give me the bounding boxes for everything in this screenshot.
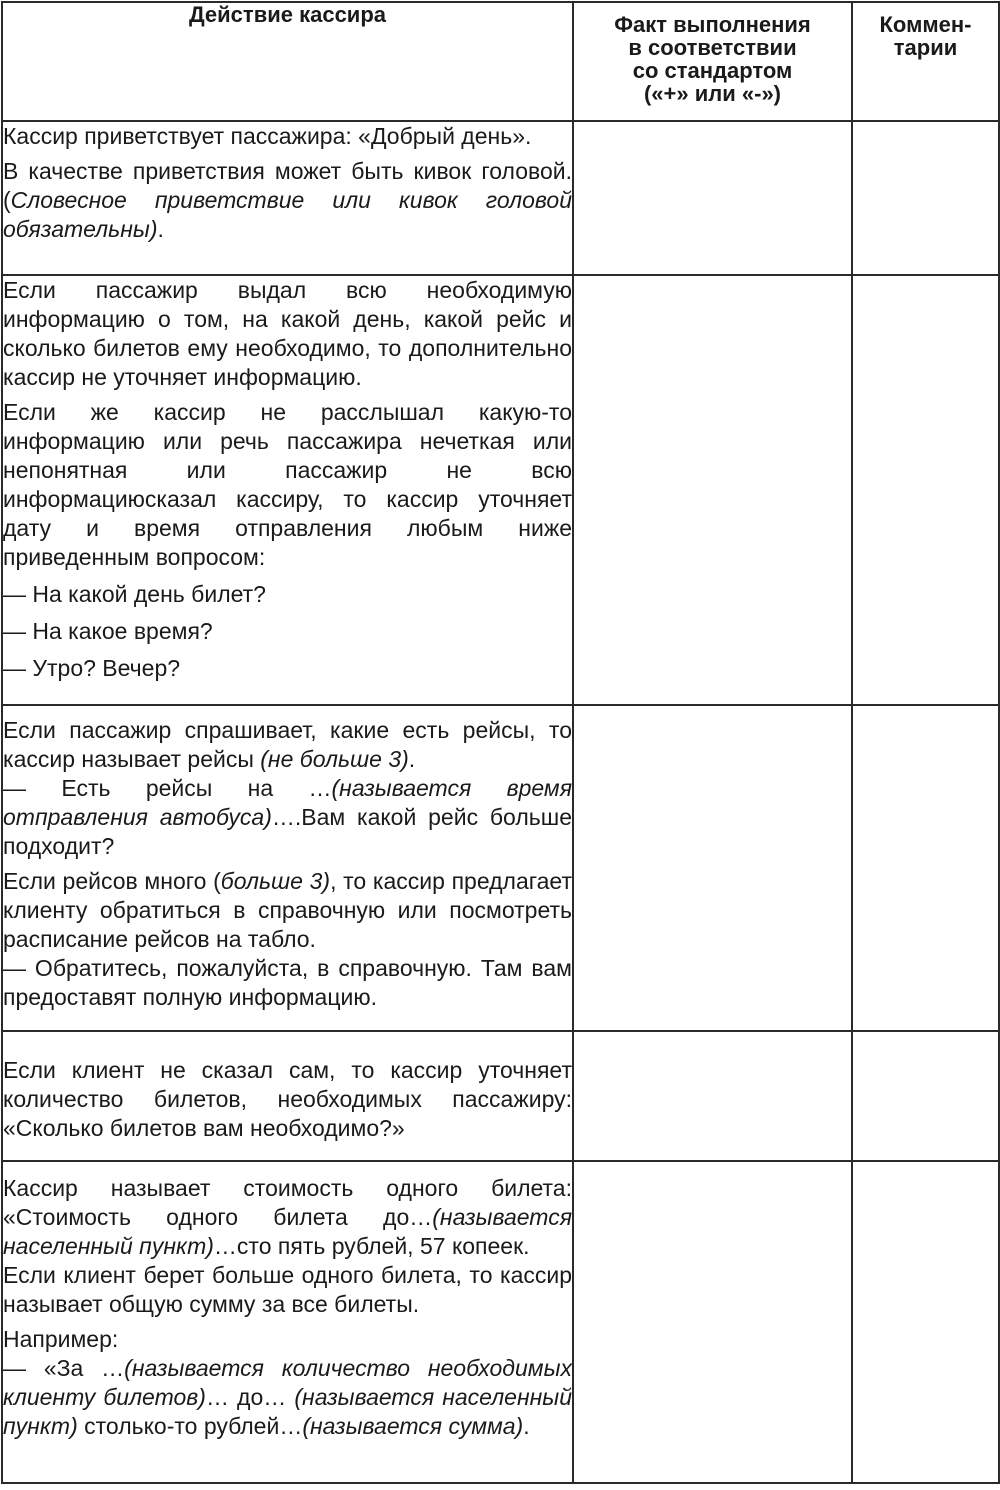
text-span: .: [523, 1413, 530, 1439]
text-span: .: [408, 746, 416, 772]
text-span: В качестве приветствия может быть кивок головой. (: [3, 158, 572, 213]
table-row: [2, 1031, 999, 1161]
fact-cell[interactable]: [573, 705, 852, 1031]
table-row: [2, 121, 999, 275]
action-cell-price: [2, 1161, 573, 1483]
cashier-standard-table: [1, 1, 1000, 1484]
many-routes-text: [3, 867, 572, 954]
header-action-label: Действие кассира: [188, 2, 387, 27]
header-fact-line-2: в соответствии: [628, 35, 797, 60]
header-fact: [573, 2, 852, 121]
total-sum-text: Если клиент берет больше одного билета, то кассир называет общую сумму за все билеты.: [3, 1262, 572, 1317]
text-span: — «За …: [3, 1355, 125, 1381]
header-comments-line-2: тарии: [893, 35, 958, 60]
text-span: ….Вам какой рейс больше подходит?: [3, 804, 572, 859]
fact-cell[interactable]: [573, 1031, 852, 1161]
header-comments: [852, 2, 999, 121]
header-fact-line-3: со стандартом: [632, 58, 793, 83]
text-span: , то кассир предлагает клиенту обратиться в справочную или посмотреть расписание рейсов на табло.: [3, 868, 572, 952]
text-span: .: [157, 216, 164, 242]
italic-note: (называется время отправления автобуса): [3, 775, 572, 830]
help-desk-text: — Обратитесь, пожалуйста, в справочную. Там вам предоставят полную информацию.: [3, 955, 572, 1010]
italic-note: больше 3): [220, 868, 331, 894]
text-span: Кассир называет стоимость одного билета: «Стоимость одного билета до…: [3, 1175, 572, 1230]
example-label: Например:: [3, 1326, 119, 1352]
comment-cell[interactable]: [852, 705, 999, 1031]
italic-note: (называется сумма): [302, 1413, 524, 1439]
fact-cell[interactable]: [573, 1161, 852, 1483]
routes-offer-text: [3, 774, 572, 861]
text-span: …сто пять рублей, 57 копеек.: [213, 1233, 530, 1259]
text-span: Если рейсов много (: [3, 868, 221, 894]
italic-note: (не больше 3): [260, 746, 409, 772]
action-cell-clarify-date: [2, 275, 573, 705]
text-span: … до…: [205, 1384, 295, 1410]
action-cell-routes: [2, 705, 573, 1031]
full-info-text: Если пассажир выдал всю необходимую информацию о том, на какой день, какой рейс и сколько билетов ему необходимо, то дополнительно кассир не уточняет информацию.: [3, 277, 572, 390]
italic-note: (называется населенный пункт): [3, 1204, 572, 1259]
fact-cell[interactable]: [573, 275, 852, 705]
example-text: [3, 1354, 572, 1441]
table-row: [2, 705, 999, 1031]
price-text: [3, 1174, 572, 1261]
comment-cell[interactable]: [852, 1031, 999, 1161]
text-span: — Есть рейсы на …: [3, 775, 332, 801]
italic-note: (называется количество необходимых клиенту билетов): [3, 1355, 572, 1410]
table-row: [2, 1161, 999, 1483]
action-cell-greeting: [2, 121, 573, 275]
header-row: [2, 2, 999, 121]
header-action: [2, 2, 573, 121]
text-span: Если пассажир спрашивает, какие есть рейсы, то кассир называет рейсы: [3, 717, 572, 772]
comment-cell[interactable]: [852, 121, 999, 275]
comment-cell[interactable]: [852, 1161, 999, 1483]
table-row: [2, 275, 999, 705]
italic-note: Словесное приветствие или кивок головой обязательны): [3, 187, 572, 242]
question-day: — На какой день билет?: [3, 581, 266, 607]
italic-note: (называется населенный пункт): [3, 1384, 572, 1439]
comment-cell[interactable]: [852, 275, 999, 705]
clarify-text: Если же кассир не расслышал какую-то информацию или речь пассажира нечеткая или непонятная или пассажир не всю информациюсказал кассиру, то кассир уточняет дату и время отправления любым ниже приведенным вопросом:: [3, 399, 572, 570]
header-fact-line-4: («+» или «-»): [643, 81, 782, 106]
greeting-nod-text: [3, 157, 572, 244]
action-cell-ticket-count: [2, 1031, 573, 1161]
fact-cell[interactable]: [573, 121, 852, 275]
routes-intro-text: [3, 716, 572, 774]
greeting-text: Кассир приветствует пассажира: «Добрый день».: [3, 123, 532, 149]
header-comments-line-1: Коммен-: [879, 12, 972, 37]
question-time: — На какое время?: [3, 618, 213, 644]
header-fact-line-1: Факт выполнения: [614, 12, 811, 37]
text-span: столько-то рублей…: [77, 1413, 303, 1439]
ticket-count-text: Если клиент не сказал сам, то кассир уточняет количество билетов, необходимых пассажиру: «Сколько билетов вам необходимо?»: [3, 1057, 572, 1141]
question-morning-evening: — Утро? Вечер?: [3, 655, 181, 681]
